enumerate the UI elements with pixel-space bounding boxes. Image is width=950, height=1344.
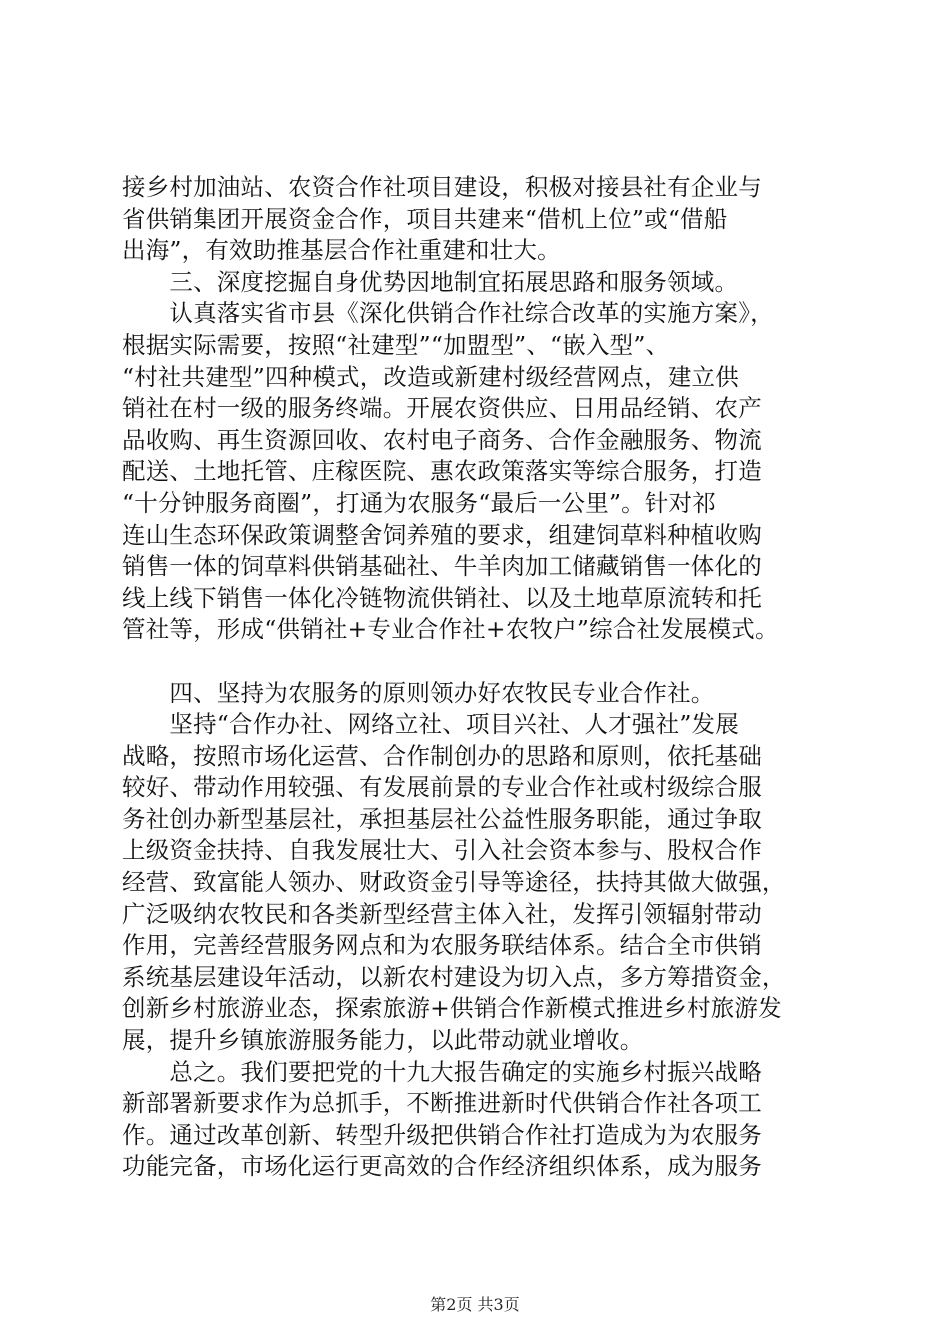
text-line: 较好、带动作用较强、有发展前景的专业合作社或村级综合服 <box>122 773 762 802</box>
text-line: 作用，完善经营服务网点和为农服务联结体系。结合全市供销 <box>122 931 762 960</box>
text-line: 根据实际需要，按照“社建型”“加盟型”、“嵌入型”、 <box>122 330 670 359</box>
text-line: 功能完备，市场化运行更高效的合作经济组织体系，成为服务 <box>122 1152 762 1181</box>
text-line: 销售一体的饲草料供销基础社、牛羊肉加工储藏销售一体化的 <box>122 552 762 581</box>
text-line: 配送、土地托管、庄稼医院、惠农政策落实等综合服务，打造 <box>122 457 762 486</box>
blank-line <box>122 646 842 678</box>
text-line: 创新乡村旅游业态，探索旅游+供销合作新模式推进乡村旅游发 <box>122 994 782 1023</box>
text-line: 三、深度挖掘自身优势因地制宜拓展思路和服务领域。 <box>122 267 739 296</box>
text-line: 新部署新要求作为总抓手，不断推进新时代供销合作社各项工 <box>122 1089 762 1118</box>
text-line: 广泛吸纳农牧民和各类新型经营主体入社，发挥引领辐射带动 <box>122 899 762 928</box>
text-line: 销社在村一级的服务终端。开展农资供应、日用品经销、农产 <box>122 394 762 423</box>
text-line: 经营、致富能人领办、财政资金引导等途径，扶持其做大做强， <box>122 868 786 897</box>
text-line: “村社共建型”四种模式，改造或新建村级经营网点，建立供 <box>122 362 739 391</box>
text-line: 系统基层建设年活动，以新农村建设为切入点，多方筹措资金， <box>122 962 786 991</box>
text-line: 出海”，有效助推基层合作社重建和壮大。 <box>122 236 561 265</box>
text-line: 作。通过改革创新、转型升级把供销合作社打造成为为农服务 <box>122 1120 762 1149</box>
text-line: 展，提升乡镇旅游服务能力，以此带动就业增收。 <box>122 1026 644 1055</box>
document-body <box>122 172 842 1183</box>
page-footer: 第2页 共3页 <box>430 1295 520 1314</box>
text-line: 接乡村加油站、农资合作社项目建设，积极对接县社有企业与 <box>122 173 762 201</box>
text-line: 品收购、再生资源回收、农村电子商务、合作金融服务、物流 <box>122 425 762 454</box>
text-line: 省供销集团开展资金合作，项目共建来“借机上位”或“借船 <box>122 204 728 233</box>
text-line: 上级资金扶持、自我发展壮大、引入社会资本参与、股权合作 <box>122 836 762 865</box>
text-line: “十分钟服务商圈”，打通为农服务“最后一公里”。针对祁 <box>122 488 716 517</box>
text-line: 线上线下销售一体化冷链物流供销社、以及土地草原流转和托 <box>122 583 762 612</box>
text-line: 务社创办新型基层社，承担基层社公益性服务职能，通过争取 <box>122 804 762 833</box>
text-line: 连山生态环保政策调整舍饲养殖的要求，组建饲草料种植收购 <box>122 520 762 549</box>
text-line: 坚持“合作办社、网络立社、项目兴社、人才强社”发展 <box>122 710 739 739</box>
text-line: 四、坚持为农服务的原则领办好农牧民专业合作社。 <box>122 678 715 707</box>
text-line: 认真落实省市县《深化供销合作社综合改革的实施方案》， <box>122 299 774 328</box>
text-line: 战略，按照市场化运营、合作制创办的思路和原则，依托基础 <box>122 741 762 770</box>
text-line: 管社等，形成“供销社+专业合作社+农牧户”综合社发展模式。 <box>122 615 779 644</box>
text-line: 总之。我们要把党的十九大报告确定的实施乡村振兴战略 <box>122 1057 762 1086</box>
